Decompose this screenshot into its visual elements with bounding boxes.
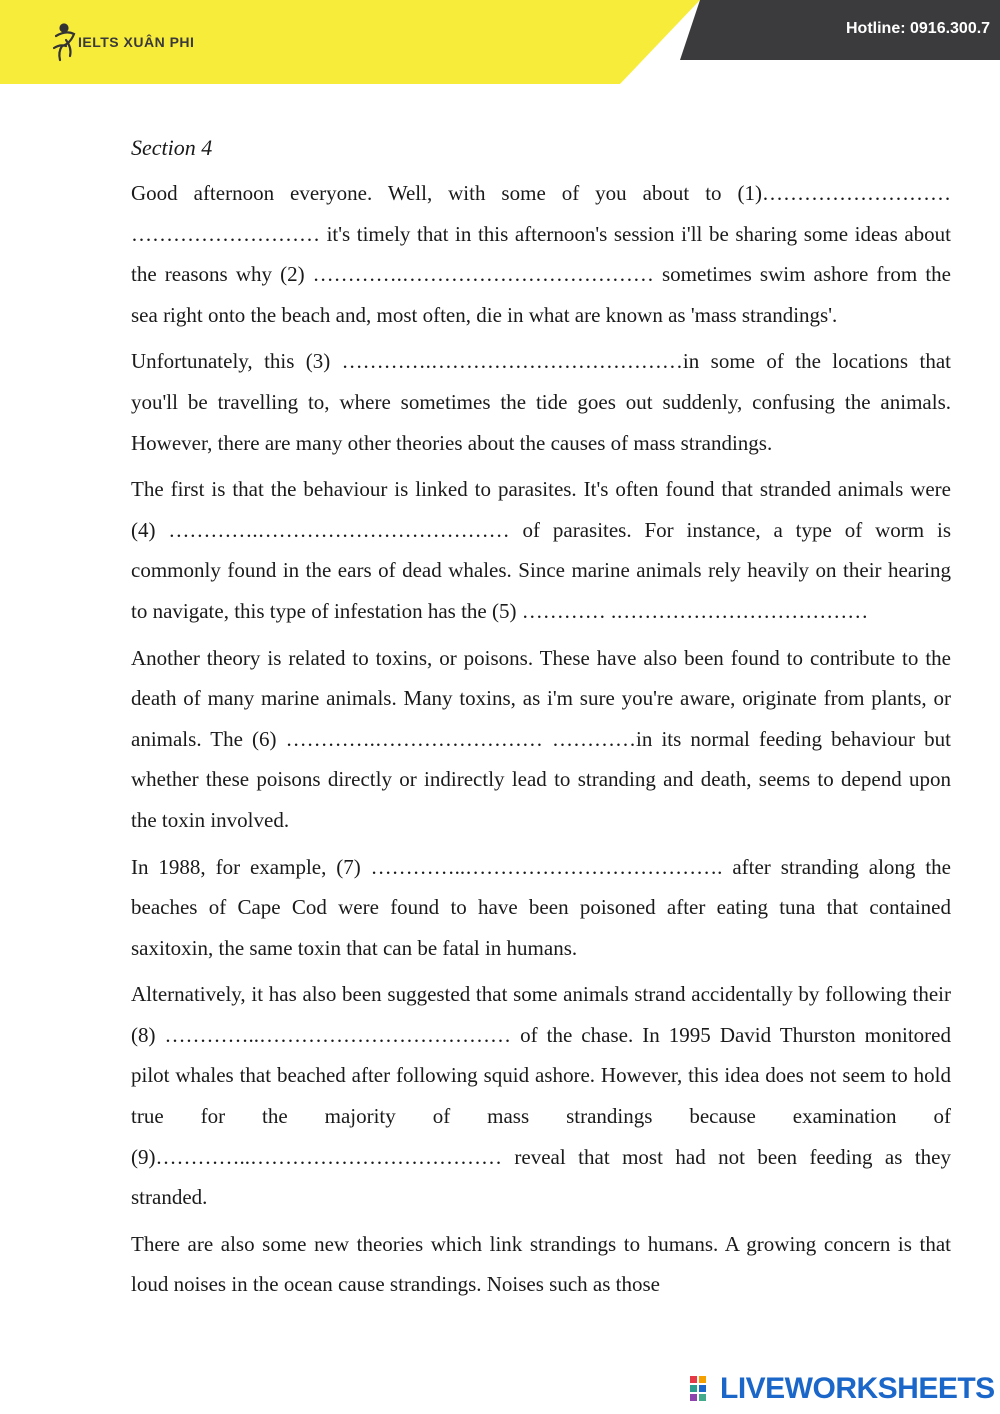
- document-body: [131, 128, 951, 1311]
- brand-name: IELTS XUÂN PHI: [78, 34, 195, 50]
- page-header: [0, 0, 1000, 84]
- paragraph-2: Unfortunately, this (3) ………….………………………………in some of the locations that you'll be travelling to, where sometimes the tide goes out suddenly, confusing the animals. However, there are many other theories about the causes of mass strandings.: [131, 349, 951, 455]
- section-title: Section 4: [131, 135, 213, 160]
- paragraph-7: There are also some new theories which link strandings to humans. A growing concern is that loud noises in the ocean cause strandings. Noises such as those: [131, 1231, 951, 1297]
- liveworksheets-logo[interactable]: [690, 1372, 995, 1406]
- paragraph-1: Good afternoon everyone. Well, with some of you about to (1)……………………… ……………………… it's timely that in this afternoon's session i'll be sharing some ideas about the reasons why (2) ………….……………………………… sometimes swim ashore from the sea right onto the beach and, most often, die in what are known as 'mass strandings'.: [131, 181, 951, 327]
- liveworksheets-icon: [690, 1376, 716, 1404]
- paragraph-6: Alternatively, it has also been suggested that some animals strand accidentally by following their (8) …………..……………………………… of the chase. In 1995 David Thurston monitored pilot whales that beached after following squid ashore. However, this idea does not seem to hold true for the majority of mass strandings because examination of (9)…………..……………………………… reveal that most had not been feeding as they stranded.: [131, 982, 951, 1210]
- paragraph-5: In 1988, for example, (7) …………..………………………………. after stranding along the beaches of Cape Cod were found to have been poisoned after eating tuna that contained saxitoxin, the same toxin that can be fatal in humans.: [131, 854, 951, 960]
- hotline-text: Hotline: 0916.300.7: [846, 20, 991, 37]
- paragraph-3: The first is that the behaviour is linked to parasites. It's often found that stranded animals were (4) ………….……………………………… of parasites. For instance, a type of worm is commonly found in the ears of dead whales. Since marine animals rely heavily on their hearing to navigate, this type of infestation has the (5) ………… .………………………………: [131, 477, 951, 623]
- paragraph-4: Another theory is related to toxins, or poisons. These have also been found to contribute to the death of many marine animals. Many toxins, as i'm sure you're aware, originate from plants, or animals. The (6) ………….…………………… …………in its normal feeding behaviour but whether these poisons directly or indirectly lead to stranding and death, seems to depend upon the toxin involved.: [131, 645, 951, 832]
- liveworksheets-text: LIVEWORKSHEETS: [720, 1372, 995, 1405]
